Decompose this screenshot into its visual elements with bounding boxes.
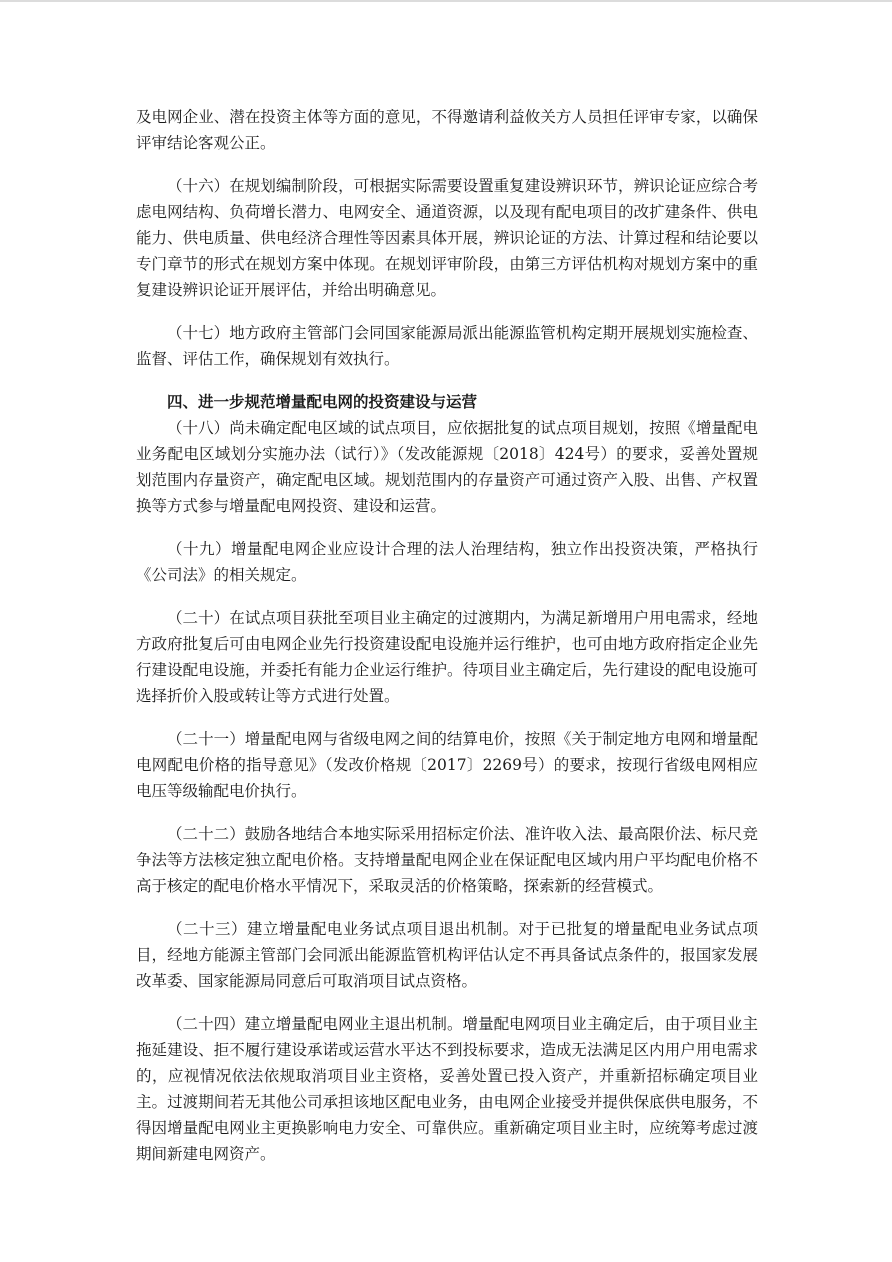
paragraph-twenty-three: （二十三）建立增量配电业务试点项目退出机制。对于已批复的增量配电业务试点项目，经地方能源主管部门会同派出能源监管机构评估认定不再具备试点条件的，报国家发展改革委、国家能源局同意后可取消项目试点资格。 <box>136 920 758 990</box>
paragraph-seventeen: （十七）地方政府主管部门会同国家能源局派出能源监管机构定期开展规划实施检查、监督、评估工作，确保规划有效执行。 <box>136 324 758 368</box>
page-top-edge <box>0 0 892 2</box>
document-body <box>136 104 758 1184</box>
paragraph-continued: 及电网企业、潜在投资主体等方面的意见，不得邀请利益攸关方人员担任评审专家，以确保评审结论客观公正。 <box>136 108 758 152</box>
paragraph-nineteen: （十九）增量配电网企业应设计合理的法人治理结构，独立作出投资决策，严格执行《公司法》的相关规定。 <box>136 540 758 584</box>
section-heading: 四、进一步规范增量配电网的投资建设与运营 <box>167 393 478 411</box>
paragraph-sixteen: （十六）在规划编制阶段，可根据实际需要设置重复建设辨识环节，辨识论证应综合考虑电网结构、负荷增长潜力、电网安全、通道资源，以及现有配电项目的改扩建条件、供电能力、供电质量、供电经济合理性等因素具体开展，辨识论证的方法、计算过程和结论要以专门章节的形式在规划方案中体现。在规划评审阶段，由第三方评估机构对规划方案中的重复建设辨识论证开展评估，并给出明确意见。 <box>136 177 758 299</box>
paragraph-twenty-two: （二十二）鼓励各地结合本地实际采用招标定价法、准许收入法、最高限价法、标尺竞争法等方法核定独立配电价格。支持增量配电网企业在保证配电区域内用户平均配电价格不高于核定的配电价格水平情况下，采取灵活的价格策略，探索新的经营模式。 <box>136 825 758 895</box>
paragraph-eighteen: （十八）尚未确定配电区域的试点项目，应依据批复的试点项目规划，按照《增量配电业务配电区域划分实施办法（试行）》（发改能源规〔2018〕424号）的要求，妥善处置规划范围内存量资产，确定配电区域。规划范围内的存量资产可通过资产入股、出售、产权置换等方式参与增量配电网投资、建设和运营。 <box>136 419 758 515</box>
paragraph-twenty-one: （二十一）增量配电网与省级电网之间的结算电价，按照《关于制定地方电网和增量配电网配电价格的指导意见》（发改价格规〔2017〕2269号）的要求，按现行省级电网相应电压等级输配电价执行。 <box>136 730 758 800</box>
paragraph-twenty: （二十）在试点项目获批至项目业主确定的过渡期内，为满足新增用户用电需求，经地方政府批复后可由电网企业先行投资建设配电设施并运行维护，也可由地方政府指定企业先行建设配电设施，并委托有能力企业运行维护。待项目业主确定后，先行建设的配电设施可选择折价入股或转让等方式进行处置。 <box>136 609 758 705</box>
paragraph-twenty-four: （二十四）建立增量配电网业主退出机制。增量配电网项目业主确定后，由于项目业主拖延建设、拒不履行建设承诺或运营水平达不到投标要求，造成无法满足区内用户用电需求的，应视情况依法依规取消项目业主资格，妥善处置已投入资产，并重新招标确定项目业主。过渡期间若无其他公司承担该地区配电业务，由电网企业接受并提供保底供电服务，不得因增量配电网业主更换影响电力安全、可靠供应。重新确定项目业主时，应统筹考虑过渡期间新建电网资产。 <box>136 1015 758 1163</box>
